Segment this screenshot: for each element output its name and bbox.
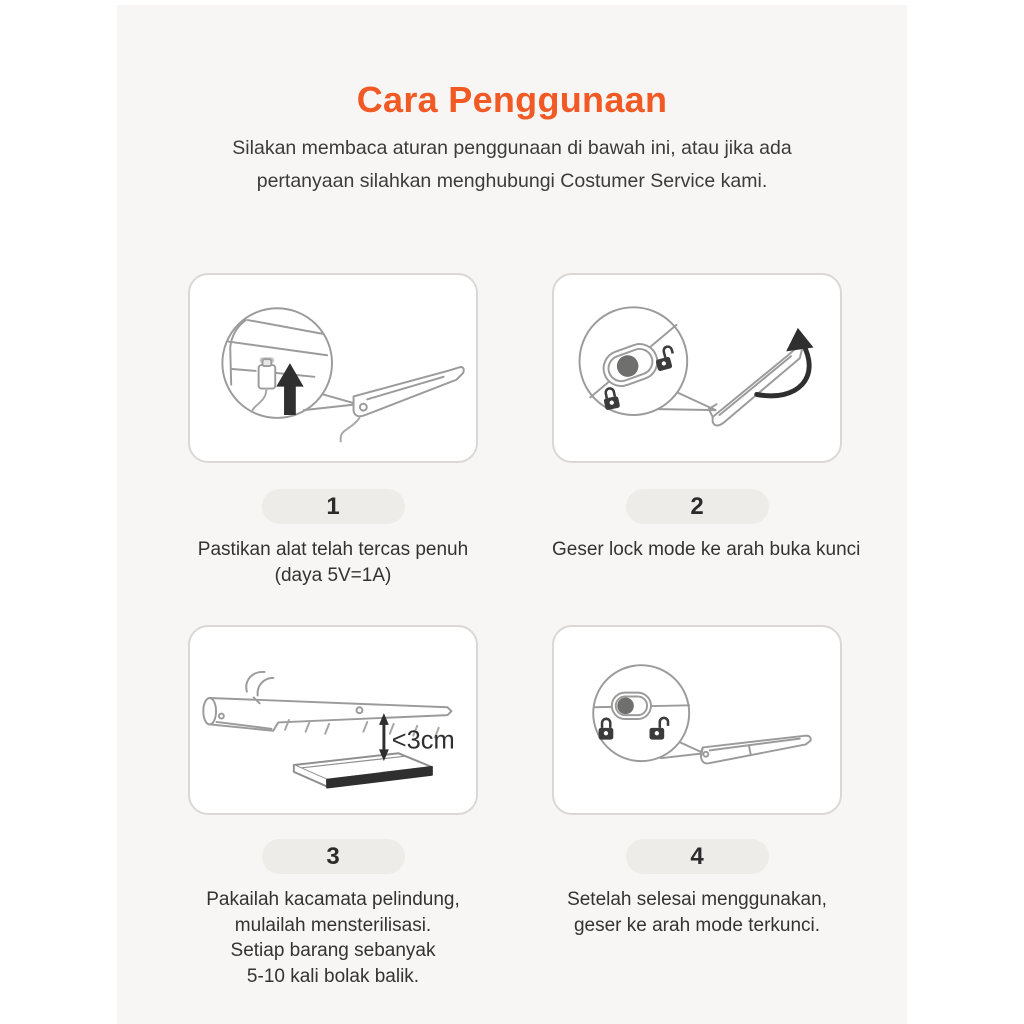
charging-illustration: [190, 275, 476, 461]
step-2-illustration-card: [552, 273, 842, 463]
step-4-caption: Setelah selesai menggunakan, geser ke arah mode terkunci.: [567, 889, 827, 936]
device-wand: [354, 367, 464, 416]
step-number-badge: 3: [262, 839, 405, 874]
step-4: [552, 625, 842, 938]
usb-plug-icon: [259, 365, 276, 388]
step-2: [552, 273, 861, 563]
wand-end-cap: [203, 698, 216, 724]
step-2-caption: Geser lock mode ke arah buka kunci: [552, 539, 861, 560]
page-title: Cara Penggunaan: [356, 79, 668, 120]
subtitle-line: pertanyaan silahkan menghubungi Costumer Service kami.: [256, 170, 768, 192]
distance-label: <3cm: [391, 726, 455, 755]
content-panel: [117, 5, 907, 1024]
step-1-illustration-card: [188, 273, 478, 463]
page-subtitle: [117, 132, 907, 198]
step-3: [188, 625, 478, 989]
step-number-badge: 1: [262, 489, 405, 524]
step-1: [188, 273, 478, 588]
step-3-illustration-card: [188, 625, 478, 815]
step-1-caption: Pastikan alat telah tercas penuh (daya 5V=1A): [197, 539, 469, 586]
step-number-badge: 4: [626, 839, 769, 874]
step-number-badge: 2: [626, 489, 769, 524]
subtitle-line: Silakan membaca aturan penggunaan di bawah ini, atau jika ada: [232, 137, 792, 159]
charging-cable: [341, 418, 360, 441]
step-3-caption: Pakailah kacamata pelindung, mulailah mensterilisasi. Setiap barang sebanyak 5-10 kali bolak balik.: [206, 889, 460, 987]
object-board: [294, 753, 432, 787]
lock-slider: [612, 693, 651, 719]
sterilizing-illustration: [190, 627, 476, 813]
unlock-illustration: [554, 275, 840, 461]
lock-illustration: [554, 627, 840, 813]
step-4-illustration-card: [552, 625, 842, 815]
